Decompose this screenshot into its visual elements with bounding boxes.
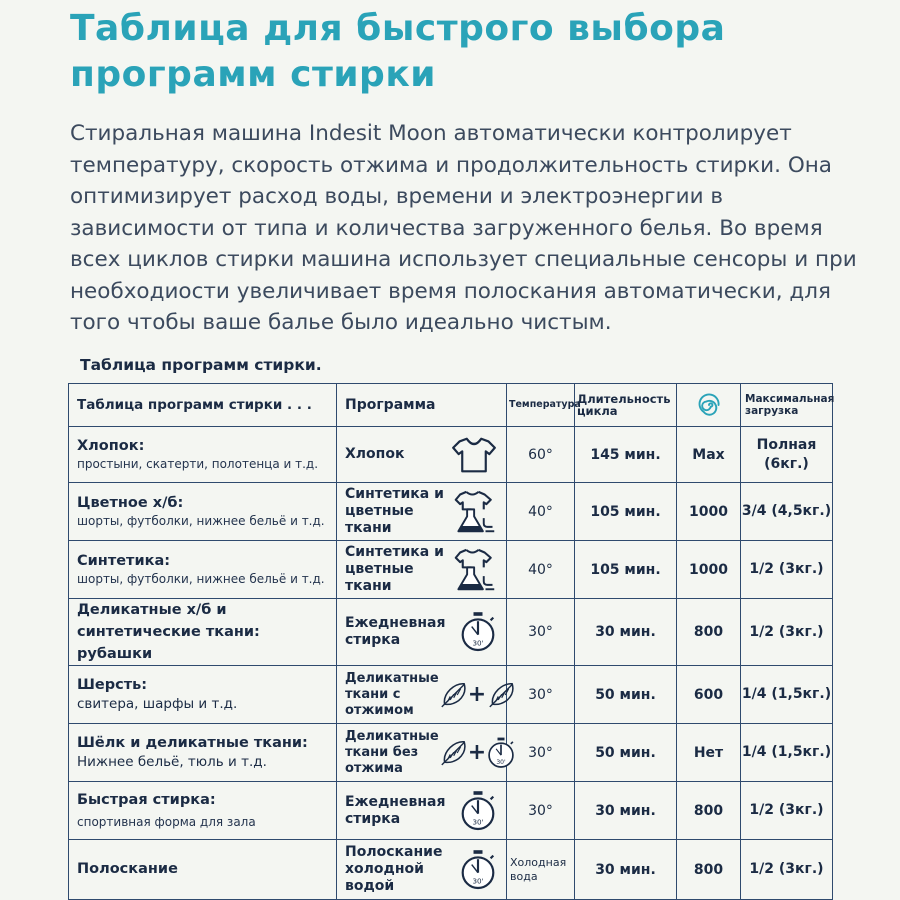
row-category — [69, 427, 337, 483]
row-program — [337, 541, 507, 599]
category-name: Быстрая стирка: — [77, 792, 216, 808]
row-max-load: 1/2 (3кг.) — [741, 782, 833, 840]
header-spin — [677, 384, 741, 427]
program-name: Ежедневная стирка — [345, 615, 446, 648]
row-temperature: Холодная вода — [507, 840, 575, 900]
category-name: Деликатные х/б и синтетические ткани: — [77, 602, 260, 640]
category-description: спортивная форма для зала — [77, 815, 256, 829]
row-category — [69, 782, 337, 840]
category-description: шорты, футболки, нижнее бельё и т.д. — [77, 572, 325, 586]
timer-30-icon — [487, 736, 515, 770]
timer-30-icon — [460, 790, 496, 832]
row-duration: 30 мин. — [575, 599, 677, 666]
category-name: Шёлк и деликатные ткани: — [77, 735, 308, 751]
row-max-load: 1/2 (3кг.) — [741, 840, 833, 900]
row-duration: 105 мин. — [575, 483, 677, 541]
table-row — [69, 483, 833, 541]
program-name: Полоскание холодной водой — [345, 844, 443, 894]
table-row — [69, 840, 833, 900]
program-name: Хлопок — [345, 446, 405, 462]
timer-label: 30' — [496, 758, 506, 766]
header-duration: Длительность цикла — [575, 384, 677, 427]
row-temperature: 60° — [507, 427, 575, 483]
program-name: Деликатные ткани без отжима — [345, 728, 439, 776]
program-name: Деликатные ткани с отжимом — [345, 670, 439, 718]
category-name: Синтетика: — [77, 553, 171, 569]
row-program — [337, 666, 507, 724]
feather-icon — [487, 680, 515, 710]
row-program — [337, 483, 507, 541]
category-name: Цветное х/б: — [77, 495, 184, 511]
row-program — [337, 599, 507, 666]
row-temperature: 30° — [507, 724, 575, 782]
row-spin: Нет — [677, 724, 741, 782]
row-spin: 800 — [677, 840, 741, 900]
table-row — [69, 541, 833, 599]
row-spin: 1000 — [677, 483, 741, 541]
plus-icon: + — [467, 682, 487, 707]
category-name: Шерсть: — [77, 677, 148, 693]
row-duration: 105 мин. — [575, 541, 677, 599]
synthetic-shirt-icon — [454, 548, 496, 592]
row-program — [337, 782, 507, 840]
table-row — [69, 724, 833, 782]
row-duration: 145 мин. — [575, 427, 677, 483]
row-duration: 30 мин. — [575, 782, 677, 840]
row-max-load: 3/4 (4,5кг.) — [741, 483, 833, 541]
table-row — [69, 666, 833, 724]
row-duration: 50 мин. — [575, 724, 677, 782]
category-name: Хлопок: — [77, 438, 145, 454]
table-row — [69, 599, 833, 666]
category-description: Нижнее бельё, тюль и т.д. — [77, 754, 267, 770]
timer-label: 30' — [472, 875, 484, 885]
table-row — [69, 782, 833, 840]
header-temperature: Температура — [507, 384, 575, 427]
intro-paragraph: Стиральная машина Indesit Moon автоматически контролирует температуру, скорость отжима и продолжительность стирки. Она оптимизирует расход воды, времени и электроэнергии в зависимости от типа и количества загруженного белья. Во время всех циклов стирки машина использует специальные сенсоры и при необходиости увеличивает время полоскания автоматически, для того чтобы ваше балье было идеально чистым. — [70, 121, 857, 335]
row-category — [69, 599, 337, 666]
row-program — [337, 840, 507, 900]
timer-label: 30' — [472, 638, 484, 648]
row-spin: 800 — [677, 782, 741, 840]
program-name: Ежедневная стирка — [345, 793, 446, 827]
row-temperature: 30° — [507, 666, 575, 724]
row-max-load: 1/2 (3кг.) — [741, 541, 833, 599]
row-spin: 1000 — [677, 541, 741, 599]
row-category — [69, 666, 337, 724]
timer-30-icon — [460, 611, 496, 653]
row-spin: Max — [677, 427, 741, 483]
row-max-load: 1/2 (3кг.) — [741, 599, 833, 666]
table-row — [69, 427, 833, 483]
row-temperature: 40° — [507, 483, 575, 541]
category-description: свитера, шарфы и т.д. — [77, 696, 238, 712]
tshirt-icon — [452, 436, 496, 474]
row-category — [69, 840, 337, 900]
row-category — [69, 724, 337, 782]
timer-30-icon — [460, 849, 496, 891]
plus-icon: + — [467, 740, 487, 765]
row-program — [337, 427, 507, 483]
row-duration: 30 мин. — [575, 840, 677, 900]
row-temperature: 30° — [507, 599, 575, 666]
row-temperature: 40° — [507, 541, 575, 599]
header-category: Таблица программ стирки . . . — [69, 384, 337, 427]
row-max-load: Полная (6кг.) — [741, 427, 833, 483]
feather-icon — [439, 680, 467, 710]
table-header-row — [69, 384, 833, 427]
program-name: Синтетика и цветные ткани — [345, 486, 444, 536]
row-max-load: 1/4 (1,5кг.) — [741, 724, 833, 782]
spin-icon — [696, 392, 722, 418]
row-program — [337, 724, 507, 782]
row-duration: 50 мин. — [575, 666, 677, 724]
feather-icon — [439, 738, 467, 768]
category-description: простыни, скатерти, полотенца и т.д. — [77, 457, 319, 471]
row-category — [69, 541, 337, 599]
row-category — [69, 483, 337, 541]
page-title: Таблица для быстрого выбора программ стирки — [70, 8, 726, 95]
programs-table — [68, 383, 833, 900]
row-spin: 600 — [677, 666, 741, 724]
table-caption: Таблица программ стирки. — [80, 356, 322, 374]
header-max-load: Максимальная загрузка — [741, 384, 833, 427]
timer-label: 30' — [472, 816, 484, 826]
synthetic-shirt-icon — [454, 490, 496, 534]
program-name: Синтетика и цветные ткани — [345, 544, 444, 594]
row-temperature: 30° — [507, 782, 575, 840]
category-description: рубашки — [77, 646, 153, 662]
category-name: Полоскание — [77, 861, 178, 877]
row-spin: 800 — [677, 599, 741, 666]
category-description: шорты, футболки, нижнее бельё и т.д. — [77, 514, 325, 528]
row-max-load: 1/4 (1,5кг.) — [741, 666, 833, 724]
header-program: Программа — [337, 384, 507, 427]
